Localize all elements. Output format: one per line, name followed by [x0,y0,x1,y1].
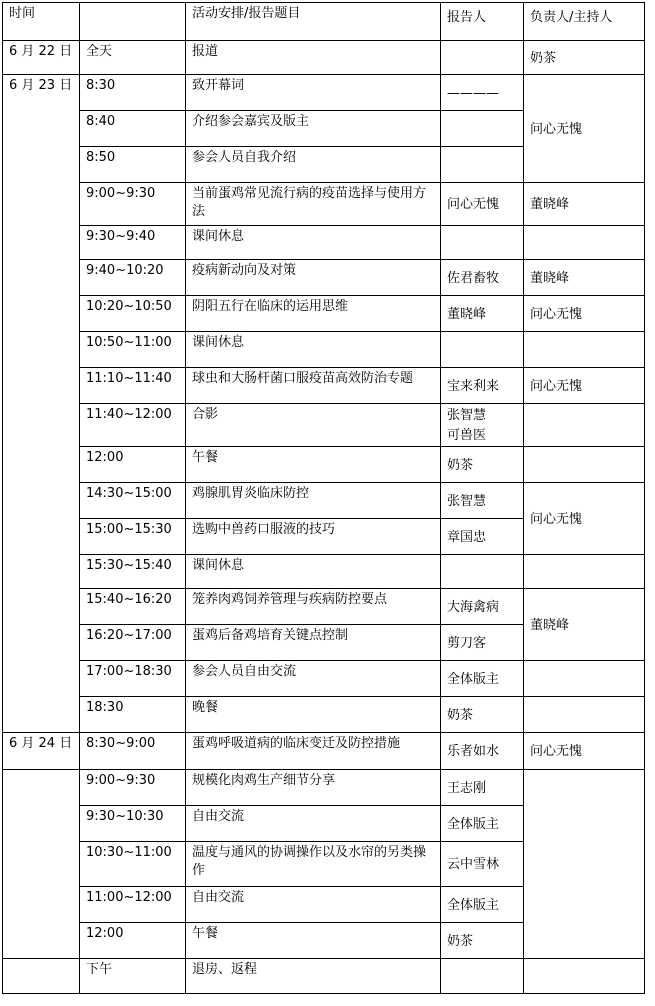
day3-blank-date [3,959,80,994]
row-activity: 午餐 [186,447,441,483]
row-host: 董晓峰 [524,589,645,661]
row-time: 15:00~15:30 [80,519,186,555]
row-speaker [441,959,524,994]
table-row [3,733,645,770]
row-time: 15:30~15:40 [80,555,186,589]
row-host [524,332,645,368]
row-activity: 阴阳五行在临床的运用思维 [186,296,441,332]
row-speaker: 章国忠 [441,519,524,555]
table-row [3,183,645,226]
table-row [3,770,645,806]
row-speaker: 云中雪林 [441,842,524,887]
row-time: 9:30~9:40 [80,226,186,260]
row-time: 8:50 [80,147,186,183]
row-time: 11:00~12:00 [80,887,186,923]
row-activity: 午餐 [186,923,441,959]
row-time: 12:00 [80,447,186,483]
row-time: 11:40~12:00 [80,404,186,447]
row-activity: 课间休息 [186,332,441,368]
row-speaker: 全体版主 [441,806,524,842]
row-time: 16:20~17:00 [80,625,186,661]
day1-host: 奶茶 [524,41,645,75]
row-activity: 球虫和大肠杆菌口服疫苗高效防治专题 [186,368,441,404]
day3-date-continued [3,770,80,959]
row-activity: 蛋鸡呼吸道病的临床变迁及防控措施 [186,733,441,770]
header-row [3,3,645,41]
row-time: 10:20~10:50 [80,296,186,332]
header-time: 时间 [3,3,80,41]
header-speaker: 报告人 [441,3,524,41]
row-time: 15:40~16:20 [80,589,186,625]
row-time: 10:30~11:00 [80,842,186,887]
row-host: 问心无愧 [524,296,645,332]
row-activity: 课间休息 [186,555,441,589]
table-row [3,296,645,332]
row-speaker: 董晓峰 [441,296,524,332]
row-speaker: 大海禽病 [441,589,524,625]
row-activity: 参会人员自我介绍 [186,147,441,183]
row-activity: 温度与通风的协调操作以及水帘的另类操作 [186,842,441,887]
row-speaker: 问心无愧 [441,183,524,226]
row-host: 董晓峰 [524,183,645,226]
row-time: 8:30~9:00 [80,733,186,770]
row-speaker: 张智慧 可兽医 [441,404,524,447]
table-row [3,959,645,994]
row-host [524,697,645,733]
row-host [524,661,645,697]
row-time: 14:30~15:00 [80,483,186,519]
table-row [3,483,645,519]
row-time: 11:10~11:40 [80,368,186,404]
header-host: 负责人/主持人 [524,3,645,41]
row-activity: 致开幕词 [186,75,441,111]
row-time: 10:50~11:00 [80,332,186,368]
row-speaker: 张智慧 [441,483,524,519]
row-time: 18:30 [80,697,186,733]
table-row [3,555,645,589]
row-activity: 自由交流 [186,806,441,842]
header-activity: 活动安排/报告题目 [186,3,441,41]
row-time: 12:00 [80,923,186,959]
day1-date: 6 月 22 日 [3,41,80,75]
row-time: 9:30~10:30 [80,806,186,842]
day1-row [3,41,645,75]
row-time: 8:30 [80,75,186,111]
row-activity: 参会人员自由交流 [186,661,441,697]
table-row [3,661,645,697]
row-activity: 合影 [186,404,441,447]
row-host [524,770,645,959]
row-speaker: 佐君畜牧 [441,260,524,296]
row-time: 8:40 [80,111,186,147]
header-blank [80,3,186,41]
row-time: 9:00~9:30 [80,183,186,226]
row-speaker [441,555,524,589]
row-activity: 自由交流 [186,887,441,923]
row-speaker: 奶茶 [441,923,524,959]
row-activity: 课间休息 [186,226,441,260]
row-host [524,447,645,483]
row-time: 9:40~10:20 [80,260,186,296]
row-speaker: ———— [441,75,524,111]
row-time: 17:00~18:30 [80,661,186,697]
schedule-table [2,2,645,994]
table-row [3,447,645,483]
day3-date: 6 月 24 日 [3,733,80,770]
row-speaker [441,147,524,183]
table-row [3,589,645,625]
row-activity: 选购中兽药口服液的技巧 [186,519,441,555]
row-activity: 笼养肉鸡饲养管理与疾病防控要点 [186,589,441,625]
day1-activity: 报道 [186,41,441,75]
row-speaker [441,226,524,260]
row-time: 下午 [80,959,186,994]
row-host [524,226,645,260]
row-host: 问心无愧 [524,75,645,183]
table-row [3,332,645,368]
row-speaker: 全体版主 [441,887,524,923]
row-activity: 晚餐 [186,697,441,733]
table-row [3,697,645,733]
row-host: 问心无愧 [524,368,645,404]
day2-date: 6 月 23 日 [3,75,80,733]
table-row [3,404,645,447]
row-speaker: 全体版主 [441,661,524,697]
row-activity: 规模化肉鸡生产细节分享 [186,770,441,806]
row-speaker: 奶茶 [441,697,524,733]
row-speaker: 乐者如水 [441,733,524,770]
row-activity: 蛋鸡后备鸡培育关键点控制 [186,625,441,661]
row-speaker: 王志刚 [441,770,524,806]
row-host [524,404,645,447]
table-row [3,368,645,404]
row-host: 问心无愧 [524,483,645,555]
row-activity: 退房、返程 [186,959,441,994]
table-row [3,260,645,296]
row-speaker: 剪刀客 [441,625,524,661]
row-host [524,959,645,994]
row-speaker: 宝来利来 [441,368,524,404]
row-time: 9:00~9:30 [80,770,186,806]
row-speaker: 奶茶 [441,447,524,483]
row-host: 董晓峰 [524,260,645,296]
day1-time: 全天 [80,41,186,75]
row-speaker [441,332,524,368]
day1-speaker [441,41,524,75]
row-activity: 鸡腺肌胃炎临床防控 [186,483,441,519]
row-speaker [441,111,524,147]
table-row [3,226,645,260]
table-row [3,75,645,111]
row-activity: 当前蛋鸡常见流行病的疫苗选择与使用方法 [186,183,441,226]
row-host: 问心无愧 [524,733,645,770]
row-host [524,555,645,589]
row-activity: 介绍参会嘉宾及版主 [186,111,441,147]
row-activity: 疫病新动向及对策 [186,260,441,296]
